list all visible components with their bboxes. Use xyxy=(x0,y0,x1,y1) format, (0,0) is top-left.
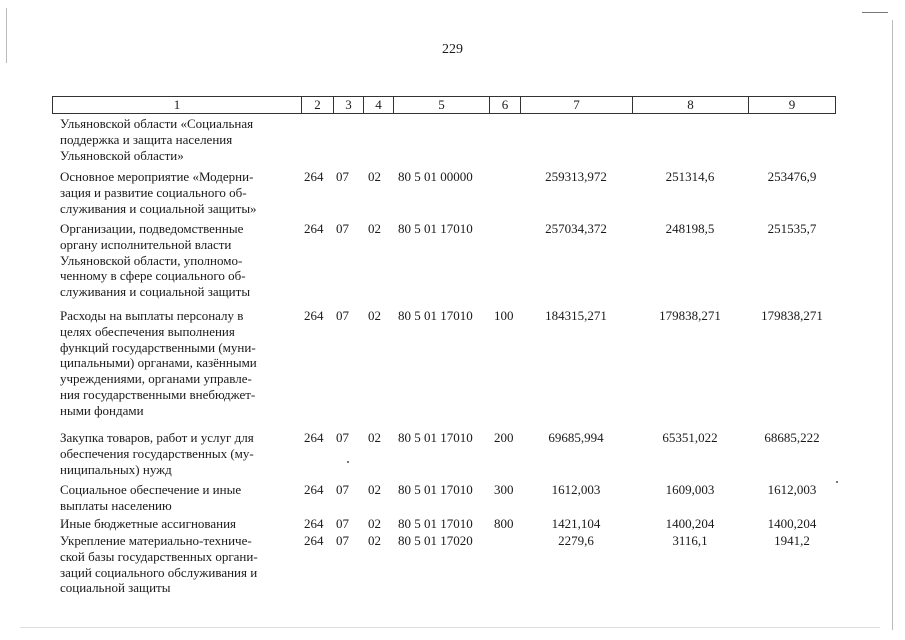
header-cell-8: 8 xyxy=(632,96,748,114)
cell-ministry-code: 264 xyxy=(304,221,324,236)
cell-amount-year-2: 248198,5 xyxy=(665,221,715,236)
cell-target-article: 80 5 01 17010 xyxy=(398,308,473,323)
header-cell-2: 2 xyxy=(301,96,333,114)
cell-amount-year-3: 253476,9 xyxy=(767,169,817,184)
cell-amount-year-1: 1421,104 xyxy=(551,516,601,531)
cell-section: 07 xyxy=(336,221,349,236)
cell-amount-year-2: 1400,204 xyxy=(665,516,715,531)
cell-subsection: 02 xyxy=(368,533,381,548)
row-description: Закупка товаров, работ и услуг для обеспечения государственных (му- ниципальных) нужд xyxy=(60,430,254,477)
cell-amount-year-3: 1941,2 xyxy=(774,533,810,548)
cell-amount-year-2: 179838,271 xyxy=(659,308,721,323)
cell-amount-year-3: 251535,7 xyxy=(767,221,817,236)
cell-ministry-code: 264 xyxy=(304,169,324,184)
cell-section: 07 xyxy=(336,533,349,548)
cell-ministry-code: 264 xyxy=(304,308,324,323)
header-cell-1: 1 xyxy=(52,96,301,114)
row-description: Укрепление материально-техниче- ской базы государственных органи- заций социального обслуживания и социальной защиты xyxy=(60,533,258,596)
cell-target-article: 80 5 01 17020 xyxy=(398,533,473,548)
cell-amount-year-2: 251314,6 xyxy=(665,169,715,184)
cell-ministry-code: 264 xyxy=(304,533,324,548)
cell-amount-year-2: 65351,022 xyxy=(662,430,718,445)
cell-amount-year-1: 2279,6 xyxy=(558,533,594,548)
cell-subsection: 02 xyxy=(368,221,381,236)
scan-artifact xyxy=(6,8,7,63)
header-cell-4: 4 xyxy=(363,96,393,114)
scan-artifact xyxy=(862,12,888,13)
cell-expense-type: 300 xyxy=(494,482,514,497)
row-description: Иные бюджетные ассигнования xyxy=(60,516,237,531)
cell-amount-year-1: 259313,972 xyxy=(545,169,607,184)
cell-section: 07 xyxy=(336,482,349,497)
scan-artifact xyxy=(892,20,893,630)
cell-subsection: 02 xyxy=(368,516,381,531)
cell-target-article: 80 5 01 17010 xyxy=(398,516,473,531)
cell-amount-year-1: 257034,372 xyxy=(545,221,607,236)
cell-amount-year-2: 1609,003 xyxy=(665,482,715,497)
header-cell-6: 6 xyxy=(489,96,520,114)
cell-amount-year-3: 179838,271 xyxy=(761,308,823,323)
row-description: Расходы на выплаты персоналу в целях обеспечения выполнения функций государственными (муни- ципальными) органами, казёнными учреждениями, органами управле- ния государственными внебюджет- ными фондами xyxy=(60,308,257,418)
cell-amount-year-1: 1612,003 xyxy=(551,482,601,497)
header-cell-5: 5 xyxy=(393,96,489,114)
cell-ministry-code: 264 xyxy=(304,430,324,445)
cell-target-article: 80 5 01 17010 xyxy=(398,430,473,445)
cell-expense-type: 100 xyxy=(494,308,514,323)
cell-target-article: 80 5 01 17010 xyxy=(398,221,473,236)
cell-section: 07 xyxy=(336,430,349,445)
cell-section: 07 xyxy=(336,308,349,323)
cell-subsection: 02 xyxy=(368,169,381,184)
cell-amount-year-2: 3116,1 xyxy=(672,533,708,548)
cell-expense-type: 200 xyxy=(494,430,514,445)
cell-amount-year-1: 69685,994 xyxy=(548,430,604,445)
cell-amount-year-3: 1612,003 xyxy=(767,482,817,497)
scan-artifact xyxy=(347,461,349,463)
cell-subsection: 02 xyxy=(368,308,381,323)
row-description: Ульяновской области «Социальная поддержка и защита населения Ульяновской области» xyxy=(60,116,254,163)
cell-subsection: 02 xyxy=(368,430,381,445)
cell-section: 07 xyxy=(336,516,349,531)
row-description: Социальное обеспечение и иные выплаты населению xyxy=(60,482,242,513)
cell-target-article: 80 5 01 00000 xyxy=(398,169,473,184)
cell-target-article: 80 5 01 17010 xyxy=(398,482,473,497)
cell-ministry-code: 264 xyxy=(304,482,324,497)
scan-artifact xyxy=(20,627,880,628)
page-number: 229 xyxy=(442,42,463,57)
cell-expense-type: 800 xyxy=(494,516,514,531)
header-cell-7: 7 xyxy=(520,96,632,114)
header-cell-3: 3 xyxy=(333,96,363,114)
row-description: Основное мероприятие «Модерни- зация и развитие социального об- служивания и социальной защиты» xyxy=(60,169,257,216)
cell-subsection: 02 xyxy=(368,482,381,497)
row-description: Организации, подведомственные органу исполнительной власти Ульяновской области, уполномо- ченному в сфере социального об- служивания и социальной защиты xyxy=(60,221,251,300)
header-cell-9: 9 xyxy=(748,96,836,114)
cell-ministry-code: 264 xyxy=(304,516,324,531)
cell-amount-year-3: 68685,222 xyxy=(764,430,820,445)
scan-artifact xyxy=(836,481,838,483)
cell-amount-year-3: 1400,204 xyxy=(767,516,817,531)
cell-section: 07 xyxy=(336,169,349,184)
cell-amount-year-1: 184315,271 xyxy=(545,308,607,323)
